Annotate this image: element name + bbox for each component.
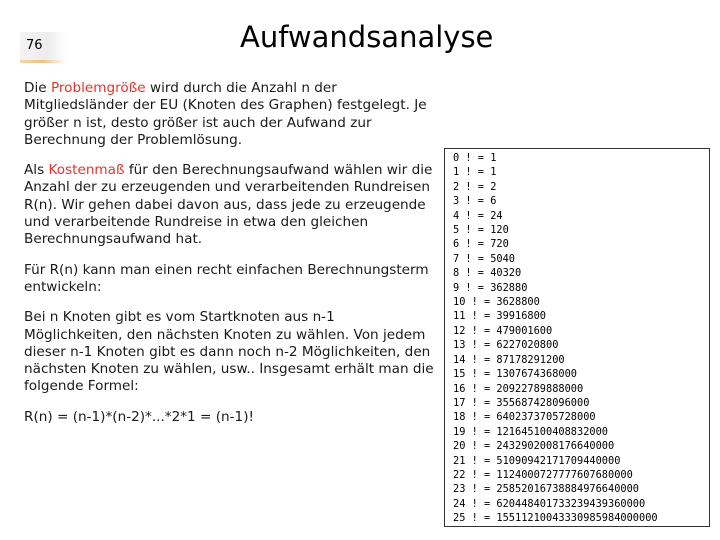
highlight-term: Kostenmaß	[48, 162, 125, 179]
paragraph-text: Für R(n) kann man einen recht einfachen Berechnungsterm entwickeln:	[24, 261, 429, 295]
factorial-table	[444, 148, 710, 527]
paragraph	[24, 409, 436, 426]
factorial-operator: ! =	[459, 267, 491, 280]
paragraph-text: Bei n Knoten gibt es vom Startknoten aus n-1 Möglichkeiten, den nächsten Knoten zu wählen. Von jedem dieser n-1 Knoten gibt es dann noch n-2 Möglichkeiten, den nächsten Knoten zu wählen, usw.. Insgesamt erhält man die folgende Formel:	[24, 309, 434, 395]
factorial-operator: ! =	[465, 411, 497, 424]
factorial-value: 2	[490, 180, 497, 193]
factorial-row	[453, 454, 709, 468]
factorial-value: 1307674368000	[496, 368, 577, 381]
body-text	[24, 80, 436, 439]
factorial-value: 5040	[490, 252, 516, 265]
factorial-n: 14	[453, 353, 466, 366]
factorial-value: 40320	[490, 267, 522, 280]
factorial-value: 1124000727777607680000	[496, 468, 633, 481]
factorial-operator: ! =	[459, 152, 491, 164]
factorial-operator: ! =	[465, 454, 497, 467]
paragraph-text: Die	[24, 80, 51, 96]
factorial-value: 6227020800	[496, 339, 559, 352]
slide-number: 76	[20, 32, 66, 60]
factorial-n: 5	[453, 224, 460, 237]
factorial-row	[453, 194, 709, 208]
factorial-row	[453, 209, 709, 223]
factorial-row	[453, 410, 709, 424]
factorial-row	[453, 180, 709, 194]
factorial-value: 87178291200	[496, 353, 565, 366]
factorial-n: 17	[453, 396, 466, 409]
factorial-operator: ! =	[465, 382, 497, 395]
factorial-operator: ! =	[459, 195, 491, 208]
factorial-operator: ! =	[465, 396, 497, 409]
factorial-value: 51090942171709440000	[496, 454, 621, 467]
factorial-value: 20922789888000	[496, 382, 584, 395]
factorial-value: 24	[490, 209, 503, 222]
factorial-value: 1	[490, 152, 497, 164]
paragraph	[24, 262, 436, 297]
paragraph-text: für den Berechnungsaufwand wählen wir die Anzahl der zu erzeugenden und verarbeitenden Rundreisen R(n). Wir gehen dabei davon aus, dass jede zu erzeugende und verarbeitende Rundreise in etwa den gleichen Berechnungsaufwand hat.	[24, 162, 433, 248]
factorial-operator: ! =	[465, 339, 497, 352]
factorial-value: 120	[490, 224, 509, 237]
factorial-n: 15	[453, 368, 466, 381]
factorial-n: 16	[453, 382, 466, 395]
factorial-value: 121645100408832000	[496, 425, 608, 438]
factorial-row	[453, 511, 709, 525]
factorial-row	[453, 151, 709, 165]
paragraph	[24, 162, 436, 248]
factorial-operator: ! =	[459, 209, 491, 222]
factorial-operator: ! =	[459, 166, 491, 179]
factorial-row	[453, 237, 709, 251]
factorial-row	[453, 482, 709, 496]
factorial-row	[453, 497, 709, 511]
factorial-n: 7	[453, 252, 460, 265]
paragraph	[24, 80, 436, 149]
factorial-operator: ! =	[465, 425, 497, 438]
factorial-operator: ! =	[465, 353, 497, 366]
factorial-n: 12	[453, 324, 466, 337]
factorial-row	[453, 396, 709, 410]
factorial-operator: ! =	[459, 252, 491, 265]
factorial-n: 25	[453, 512, 466, 525]
factorial-row	[453, 353, 709, 367]
factorial-value: 39916800	[496, 310, 547, 323]
factorial-n: 8	[453, 267, 460, 280]
factorial-row	[453, 309, 709, 323]
factorial-value: 620448401733239439360000	[496, 497, 646, 510]
factorial-row	[453, 281, 709, 295]
factorial-operator: ! =	[465, 483, 497, 496]
factorial-value: 355687428096000	[496, 396, 590, 409]
factorial-n: 6	[453, 238, 460, 251]
factorial-row	[453, 295, 709, 309]
factorial-n: 20	[453, 440, 466, 453]
paragraph-text: Als	[24, 162, 49, 179]
factorial-n: 13	[453, 339, 466, 352]
factorial-operator: ! =	[465, 512, 497, 525]
factorial-n: 3	[453, 195, 460, 208]
factorial-n: 22	[453, 468, 466, 481]
factorial-row	[453, 223, 709, 237]
factorial-row	[453, 367, 709, 381]
factorial-n: 4	[453, 209, 460, 222]
factorial-operator: ! =	[465, 497, 497, 510]
slide-title: Aufwandsanalyse	[240, 20, 494, 54]
factorial-n: 10	[453, 296, 466, 309]
factorial-operator: ! =	[465, 440, 497, 453]
paragraph	[24, 309, 436, 395]
factorial-row	[453, 165, 709, 179]
factorial-row	[453, 266, 709, 280]
factorial-n: 18	[453, 411, 466, 424]
highlight-term: Problemgröße	[50, 80, 146, 96]
factorial-operator: ! =	[459, 180, 491, 193]
factorial-n: 24	[453, 497, 466, 510]
factorial-operator: ! =	[465, 310, 497, 323]
factorial-n: 1	[453, 166, 460, 179]
factorial-n: 19	[453, 425, 466, 438]
factorial-row	[453, 425, 709, 439]
factorial-value: 6402373705728000	[496, 411, 596, 424]
factorial-operator: ! =	[465, 468, 497, 481]
factorial-row	[453, 468, 709, 482]
slide-number-underline	[20, 60, 66, 63]
factorial-value: 25852016738884976640000	[496, 483, 639, 496]
factorial-operator: ! =	[465, 368, 497, 381]
factorial-n: 2	[453, 180, 460, 193]
factorial-n: 21	[453, 454, 466, 467]
factorial-value: 362880	[490, 281, 528, 294]
factorial-row	[453, 382, 709, 396]
factorial-n: 9	[453, 281, 460, 294]
factorial-row	[453, 324, 709, 338]
paragraph-text: R(n) = (n-1)*(n-2)*...*2*1 = (n-1)!	[24, 408, 254, 425]
factorial-n: 23	[453, 483, 466, 496]
factorial-n: 0	[453, 152, 460, 164]
factorial-operator: ! =	[465, 324, 497, 337]
factorial-row	[453, 252, 709, 266]
factorial-value: 6	[490, 195, 497, 208]
factorial-row	[453, 338, 709, 352]
factorial-row	[453, 439, 709, 453]
factorial-value: 15511210043330985984000000	[496, 512, 658, 525]
factorial-value: 479001600	[496, 324, 553, 337]
factorial-value: 2432902008176640000	[496, 440, 615, 453]
factorial-operator: ! =	[459, 281, 491, 294]
factorial-n: 11	[453, 310, 466, 323]
factorial-value: 1	[490, 166, 497, 179]
factorial-operator: ! =	[459, 238, 491, 251]
factorial-operator: ! =	[459, 224, 491, 237]
factorial-operator: ! =	[465, 296, 497, 309]
factorial-value: 3628800	[496, 296, 540, 309]
paragraph-text: wird durch die Anzahl n der Mitgliedsländer der EU (Knoten des Graphen) festgelegt. Je größer n ist, desto größer ist auch der Aufwand zur Berechnung der Problemlösung.	[24, 80, 427, 148]
factorial-value: 720	[490, 238, 509, 251]
